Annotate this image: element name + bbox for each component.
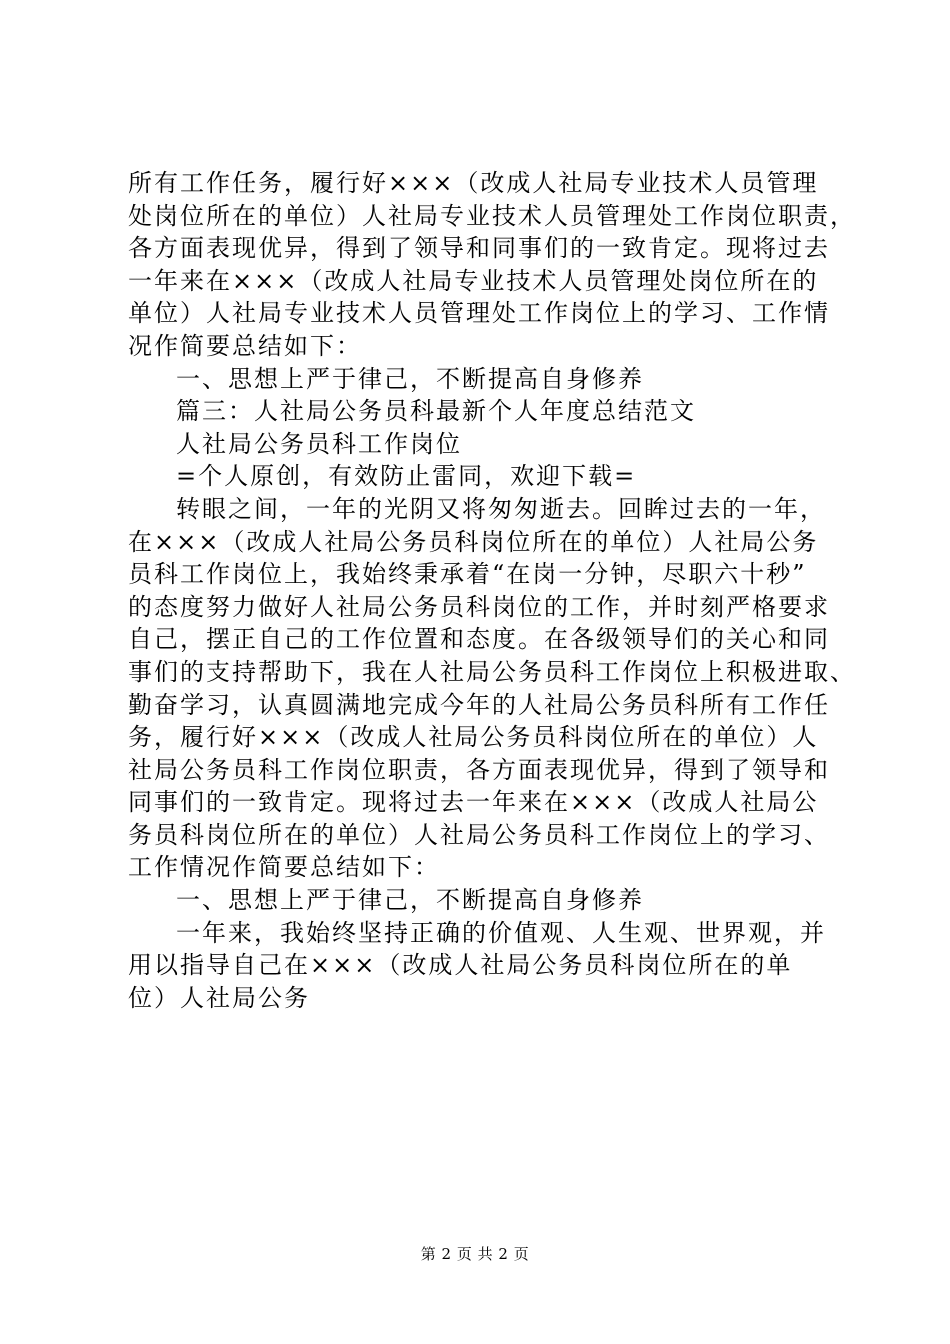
body-line: 位）人社局公务	[128, 983, 310, 1012]
body-line: 所有工作任务，履行好×××（改成人社局专业技术人员管理	[128, 169, 819, 197]
body-line: 单位）人社局专业技术人员管理处工作岗位上的学习、工作情	[128, 299, 830, 328]
page-footer: 第 2 页 共 2 页	[420, 1245, 530, 1263]
section-heading: 一、思想上严于律己，不断提高自身修养	[176, 886, 644, 915]
article-subtitle: 人社局公务员科工作岗位	[176, 429, 462, 458]
body-line: 处岗位所在的单位）人社局专业技术人员管理处工作岗位职责，	[128, 201, 856, 230]
section-heading: 一、思想上严于律己，不断提高自身修养	[176, 364, 644, 393]
body-line: 务员科岗位所在的单位）人社局公务员科工作岗位上的学习、	[128, 820, 830, 849]
document-body	[128, 167, 856, 1014]
body-line: 勤奋学习，认真圆满地完成今年的人社局公务员科所有工作任	[128, 690, 830, 719]
body-line: 在×××（改成人社局公务员科岗位所在的单位）人社局公务	[128, 527, 819, 556]
body-line: 各方面表现优异，得到了领导和同事们的一致肯定。现将过去	[128, 234, 830, 263]
body-line: 一年来在×××（改成人社局专业技术人员管理处岗位所在的	[128, 266, 819, 295]
body-line: 转眼之间，一年的光阴又将匆匆逝去。回眸过去的一年，	[176, 494, 826, 523]
article-title: 篇三：人社局公务员科最新个人年度总结范文	[176, 397, 696, 426]
body-line: 事们的支持帮助下，我在人社局公务员科工作岗位上积极进取、	[128, 657, 856, 686]
body-line: 务，履行好×××（改成人社局公务员科岗位所在的单位）人	[128, 723, 819, 752]
body-line: 社局公务员科工作岗位职责，各方面表现优异，得到了领导和	[128, 755, 830, 784]
body-line: 工作情况作简要总结如下：	[128, 853, 440, 882]
article-note: =个人原创，有效防止雷同，欢迎下载=	[176, 462, 637, 491]
body-line: 一年来，我始终坚持正确的价值观、人生观、世界观，并	[176, 918, 826, 947]
body-line: 用以指导自己在×××（改成人社局公务员科岗位所在的单	[128, 951, 793, 980]
body-line: 同事们的一致肯定。现将过去一年来在×××（改成人社局公	[128, 788, 819, 817]
body-line: 自己，摆正自己的工作位置和态度。在各级领导们的关心和同	[128, 625, 830, 654]
body-line: 况作简要总结如下：	[128, 331, 362, 360]
body-line: 员科工作岗位上，我始终秉承着“在岗一分钟，尽职六十秒”	[128, 560, 807, 589]
body-line: 的态度努力做好人社局公务员科岗位的工作，并时刻严格要求	[128, 592, 830, 621]
